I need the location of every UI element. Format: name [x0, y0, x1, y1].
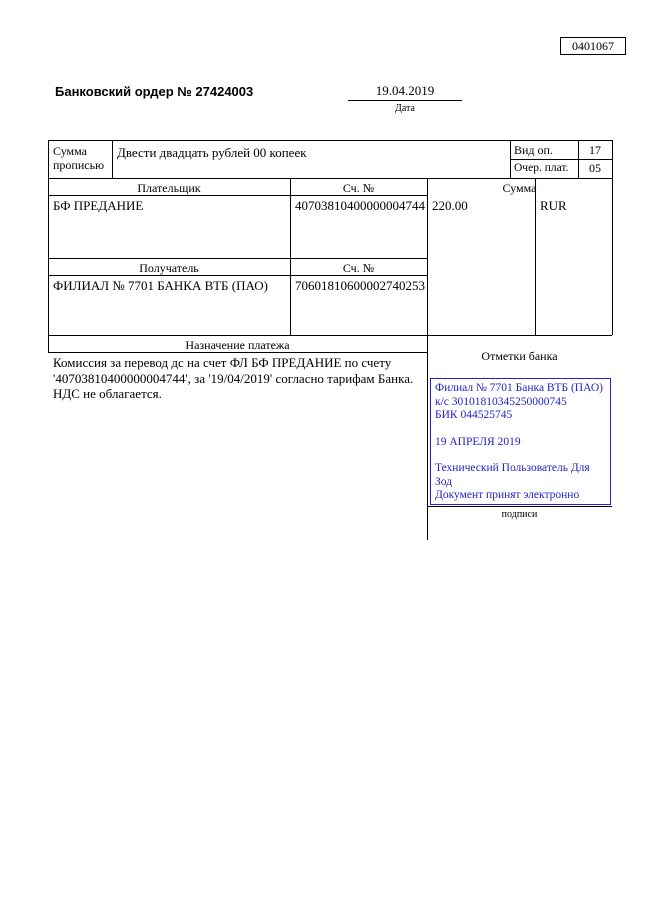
date-underline — [348, 100, 462, 101]
sum-header: Сумма — [502, 181, 537, 195]
amount-in-words: Двести двадцать рублей 00 копеек — [117, 145, 307, 160]
signatures-label: подписи — [501, 509, 538, 520]
bank-stamp — [430, 378, 611, 505]
recipient-row-bottom-border — [48, 335, 612, 336]
stamp-spacer — [435, 449, 606, 462]
stamp-date: 19 АПРЕЛЯ 2019 — [435, 435, 521, 448]
table-border-right — [612, 140, 613, 335]
purpose-header: Назначение платежа — [185, 338, 290, 352]
payer-header: Плательщик — [137, 181, 201, 195]
payer-account-header: Сч. № — [342, 181, 375, 195]
stamp-spacer — [435, 423, 606, 436]
recipient-account: 70601810600002740253 — [295, 278, 425, 293]
signature-line — [427, 506, 612, 507]
stamp-bik: БИК 044525745 — [435, 409, 513, 421]
sum-currency-divider — [535, 178, 536, 335]
sum-value: 220.00 — [432, 198, 468, 213]
table-border-top — [48, 140, 612, 141]
payer-row-bottom-border — [48, 258, 427, 259]
purpose-text: Комиссия за перевод дс на счет ФЛ БФ ПРЕДАНИЕ по счету '40703810400000004744', за '19/04/2019' согласно тарифам Банка. НДС не облагается. — [53, 355, 414, 401]
amount-in-words-label-line2: прописью — [53, 158, 105, 172]
op-type-label: Вид оп. — [514, 143, 553, 157]
form-code: 0401067 — [560, 37, 626, 55]
recipient-header: Получатель — [139, 261, 199, 275]
stamp-bank-name: Филиал № 7701 Банка ВТБ (ПАО) — [435, 382, 603, 394]
bank-marks-header: Отметки банка — [481, 349, 558, 363]
date-value: 19.04.2019 — [375, 83, 435, 98]
purpose-header-bottom-border — [48, 352, 427, 353]
payer-name: БФ ПРЕДАНИЕ — [53, 198, 144, 213]
amount-in-words-label-line1: Сумма — [53, 144, 87, 158]
payer-header-bottom-border — [48, 195, 427, 196]
stamp-operator: Технический Пользователь Для Зод — [435, 462, 590, 488]
stamp-status: Документ принят электронно — [435, 489, 580, 501]
op-type-value: 17 — [589, 143, 601, 157]
table-border-left — [48, 140, 49, 352]
payment-priority-label: Очер. плат. — [514, 162, 569, 174]
amount-label-divider — [112, 140, 113, 178]
payment-priority-value: 05 — [589, 161, 601, 175]
sum-currency: RUR — [540, 198, 567, 213]
stamp-corr-account: к/с 30101810345250000745 — [435, 395, 567, 408]
op-type-divider — [510, 159, 612, 160]
date-label: Дата — [395, 103, 415, 114]
amount-in-words-label — [53, 144, 109, 172]
recipient-account-header: Сч. № — [342, 261, 375, 275]
recipient-name: ФИЛИАЛ № 7701 БАНКА ВТБ (ПАО) — [53, 278, 268, 293]
name-account-divider — [290, 178, 291, 335]
payer-account: 40703810400000004744 — [295, 198, 425, 213]
recipient-header-bottom-border — [48, 275, 427, 276]
document-title: Банковский ордер № 27424003 — [55, 84, 254, 99]
amount-row-bottom-border — [48, 178, 612, 179]
